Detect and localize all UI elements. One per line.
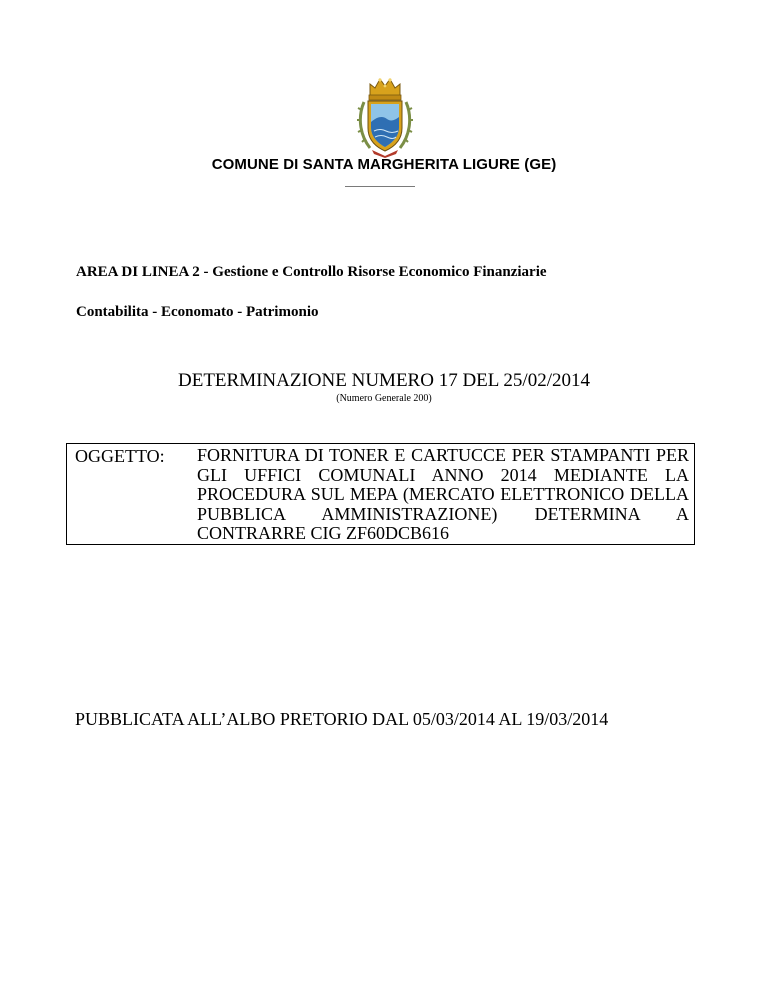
- title-divider: [345, 186, 415, 187]
- subject-box: [66, 443, 695, 545]
- department-heading: Contabilita - Economato - Patrimonio: [76, 304, 319, 320]
- municipality-title: COMUNE DI SANTA MARGHERITA LIGURE (GE): [211, 156, 557, 173]
- municipal-coat-of-arms-icon: [356, 76, 414, 158]
- subject-label: OGGETTO:: [75, 446, 165, 466]
- determination-general-number: (Numero Generale 200): [336, 393, 432, 404]
- area-heading: AREA DI LINEA 2 - Gestione e Controllo Risorse Economico Finanziarie: [76, 264, 547, 280]
- publication-notice: PUBBLICATA ALL’ALBO PRETORIO DAL 05/03/2014 AL 19/03/2014: [75, 709, 609, 729]
- determination-title: DETERMINAZIONE NUMERO 17 DEL 25/02/2014: [178, 370, 590, 391]
- subject-text: FORNITURA DI TONER E CARTUCCE PER STAMPANTI PER GLI UFFICI COMUNALI ANNO 2014 MEDIANTE LA PROCEDURA SUL MEPA (MERCATO ELETTRONICO DELLA PUBBLICA AMMINISTRAZIONE) DETERMINA A CONTRARRE CIG ZF60DCB616: [197, 445, 689, 544]
